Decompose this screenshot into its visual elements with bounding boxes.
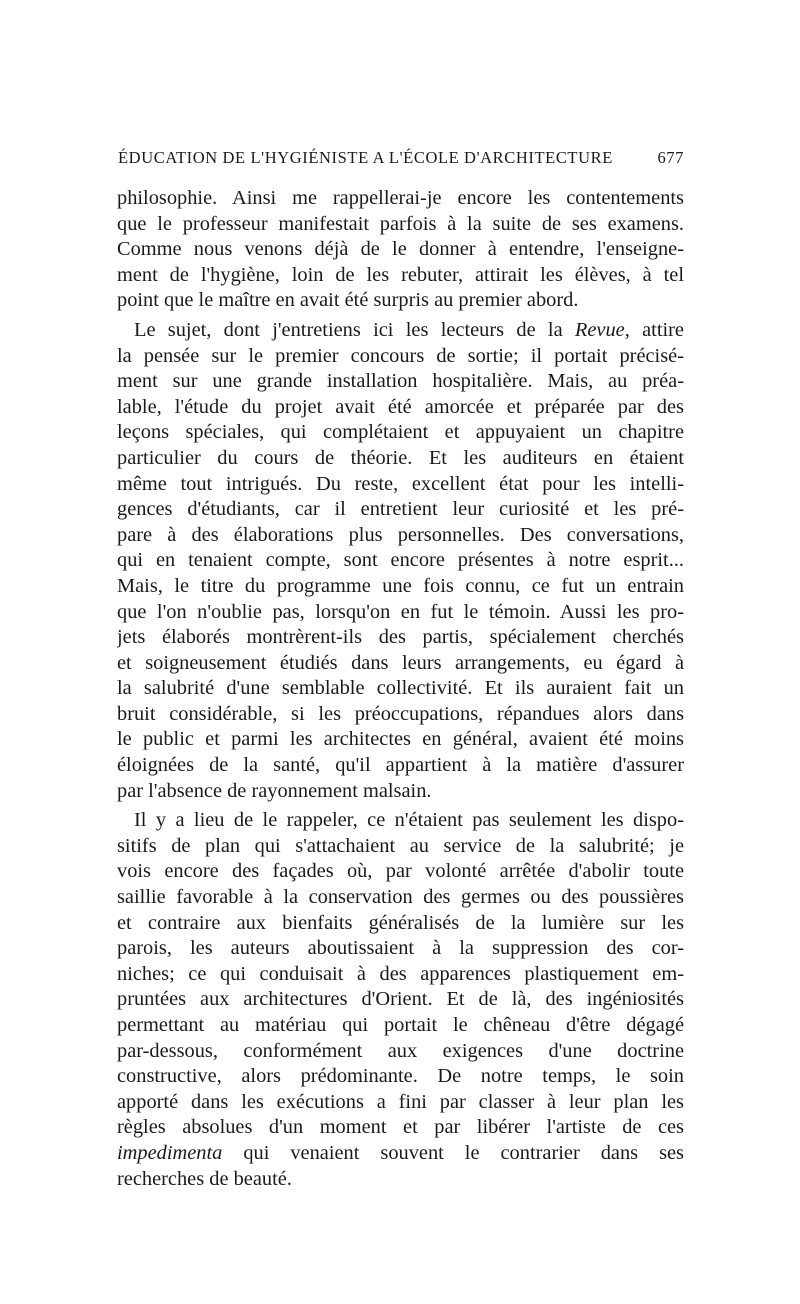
text-line: Comme nous venons déjà de le donner à entendre, l'enseigne-: [117, 238, 684, 261]
paragraph-2: [117, 318, 684, 804]
text-line: la salubrité d'une semblable collectivité. Et ils auraient fait un: [117, 677, 684, 700]
text-line: même tout intrigués. Du reste, excellent état pour les intelli-: [117, 472, 684, 495]
text-line: bruit considérable, si les préoccupations, répandues alors dans: [117, 702, 684, 725]
text-line: la pensée sur le premier concours de sortie; il portait précisé-: [117, 344, 684, 367]
body-text: [117, 186, 684, 1192]
text-line: leçons spéciales, qui complétaient et appuyaient un chapitre: [117, 421, 684, 444]
text-line: recherches de beauté.: [117, 1167, 292, 1190]
italic-term: impedimenta: [117, 1141, 223, 1164]
text-line: pare à des élaborations plus personnelles. Des conversations,: [117, 523, 684, 546]
text-segment: qui venaient souvent le contrarier dans ses: [222, 1141, 684, 1164]
text-line: [117, 318, 684, 344]
text-line: sitifs de plan qui s'attachaient au service de la salubrité; je: [117, 834, 684, 857]
text-line: pruntées aux architectures d'Orient. Et de là, des ingéniosités: [117, 988, 684, 1011]
text-line: particulier du cours de théorie. Et les auditeurs en étaient: [117, 446, 684, 469]
text-line: [117, 1141, 684, 1167]
running-header: [118, 148, 684, 168]
text-segment: , attire: [624, 318, 684, 341]
text-line: ment sur une grande installation hospitalière. Mais, au préa-: [117, 370, 684, 393]
text-line: éloignées de la santé, qu'il appartient à la matière d'assurer: [117, 754, 684, 777]
text-line: niches; ce qui conduisait à des apparences plastiquement em-: [117, 962, 684, 985]
text-line: point que le maître en avait été surpris au premier abord.: [117, 289, 579, 312]
text-line: constructive, alors prédominante. De notre temps, le soin: [117, 1065, 684, 1088]
text-line: jets élaborés montrèrent-ils des partis, spécialement cherchés: [117, 626, 684, 649]
text-line: ment de l'hygiène, loin de les rebuter, attirait les élèves, à tel: [117, 263, 684, 286]
text-line: que l'on n'oublie pas, lorsqu'on en fut le témoin. Aussi les pro-: [117, 600, 684, 623]
text-line: parois, les auteurs aboutissaient à la suppression des cor-: [117, 937, 684, 960]
text-line: par-dessous, conformément aux exigences d'une doctrine: [117, 1039, 684, 1062]
text-line: que le professeur manifestait parfois à la suite de ses examens.: [117, 212, 684, 235]
text-line: lable, l'étude du projet avait été amorcée et préparée par des: [117, 395, 684, 418]
paragraph-1: [117, 186, 684, 314]
text-line: saillie favorable à la conservation des germes ou des poussières: [117, 886, 684, 909]
text-line: apporté dans les exécutions a fini par classer à leur plan les: [117, 1090, 684, 1113]
text-line: philosophie. Ainsi me rappellerai-je encore les contentements: [117, 187, 684, 209]
text-segment: Le sujet, dont j'entretiens ici les lecteurs de la: [134, 318, 575, 341]
text-line: par l'absence de rayonnement malsain.: [117, 779, 432, 802]
text-line: le public et parmi les architectes en général, avaient été moins: [117, 728, 684, 751]
text-line: règles absolues d'un moment et par libérer l'artiste de ces: [117, 1116, 684, 1139]
text-line: Mais, le titre du programme une fois connu, ce fut un entrain: [117, 574, 684, 597]
text-line: permettant au matériau qui portait le chêneau d'être dégagé: [117, 1014, 684, 1036]
text-line: et soigneusement étudiés dans leurs arrangements, eu égard à: [117, 651, 684, 674]
italic-title: Revue: [574, 318, 625, 341]
text-line: vois encore des façades où, par volonté arrêtée d'abolir toute: [117, 860, 684, 883]
running-title: ÉDUCATION DE L'HYGIÉNISTE A L'ÉCOLE D'ARCHITECTURE: [118, 148, 613, 167]
text-line: qui en tenaient compte, sont encore présentes à notre esprit...: [117, 549, 684, 572]
text-line: gences d'étudiants, car il entretient leur curiosité et les pré-: [117, 498, 684, 521]
paragraph-3: [117, 808, 684, 1192]
page-number: 677: [657, 148, 684, 167]
text-line: et contraire aux bienfaits généralisés de la lumière sur les: [117, 911, 684, 934]
text-line: Il y a lieu de le rappeler, ce n'étaient pas seulement les dispo-: [134, 809, 684, 832]
